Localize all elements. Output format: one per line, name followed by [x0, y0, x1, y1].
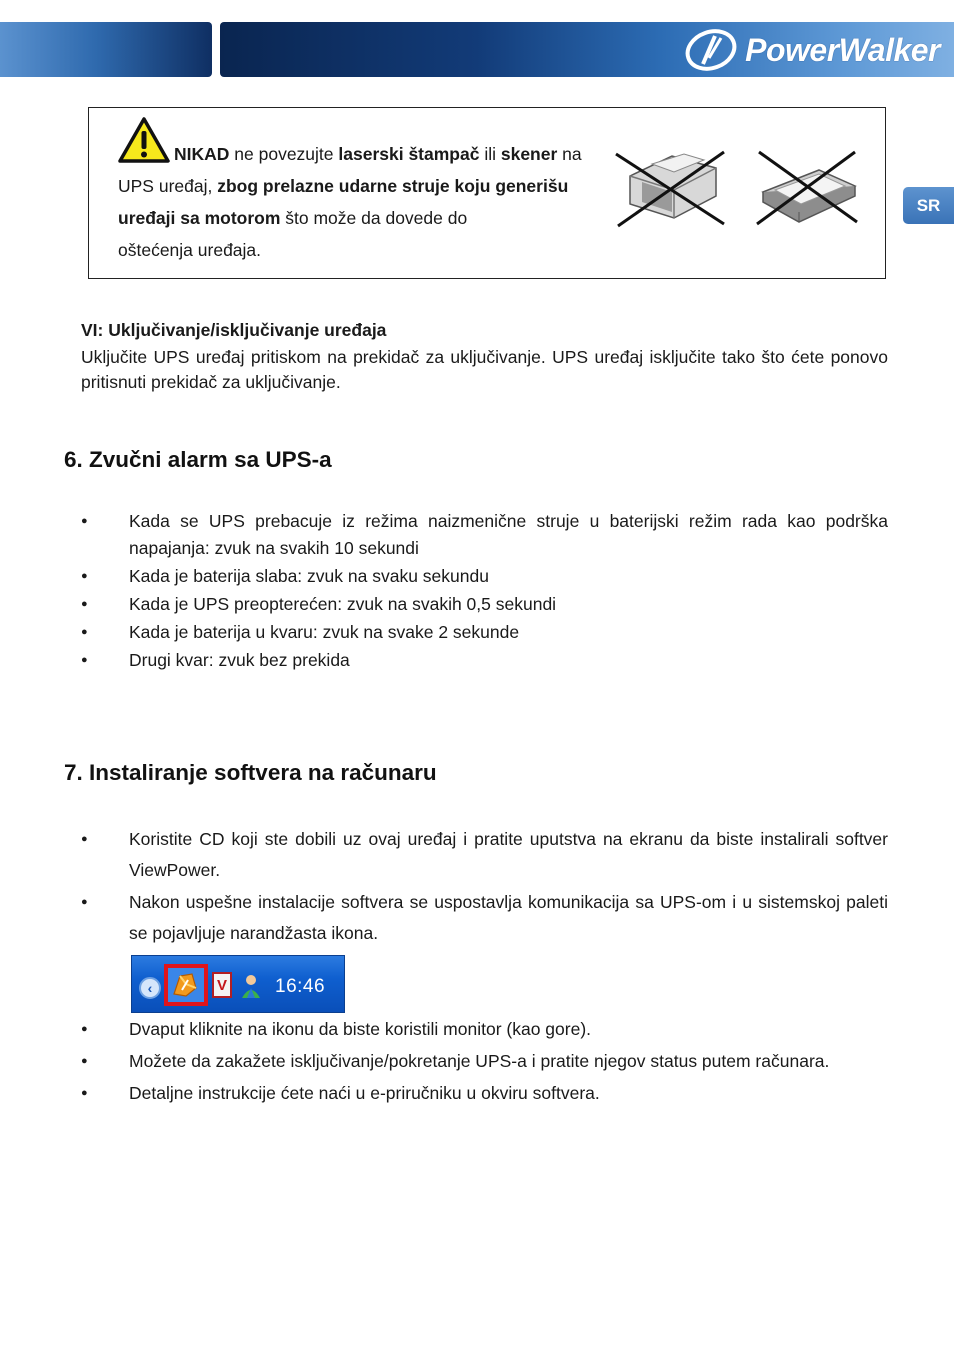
- alarm-list: [80, 508, 888, 675]
- section-vi-title: VI: Uključivanje/isključivanje uređaja: [81, 320, 387, 340]
- powerwalker-logo-icon: [681, 28, 739, 72]
- chevron-left-icon: ‹: [139, 977, 161, 999]
- tray-clock: 16:46: [275, 976, 326, 997]
- list-item: ● Kada je UPS preopterećen: zvuk na svakih 0,5 sekundi: [80, 591, 888, 618]
- section-7-heading: 7. Instaliranje softvera na računaru: [64, 760, 437, 785]
- section-vi-text: Uključite UPS uređaj pritiskom na prekidač za uključivanje. UPS uređaj isključite tako što ćete ponovo pritisnuti prekidač za uključivanje.: [81, 347, 888, 392]
- language-tab[interactable]: SR: [903, 187, 954, 224]
- antivirus-tray-icon[interactable]: V: [212, 972, 232, 998]
- section-6-heading: 6. Zvučni alarm sa UPS-a: [64, 447, 332, 472]
- brand-name: PowerWalker: [745, 31, 940, 68]
- list-item: ● Kada se UPS prebacuje iz režima naizmenične struje u baterijski režim rada kao podrška napajanja: zvuk na svakih 10 sekundi: [80, 508, 888, 562]
- warning-box: [88, 107, 886, 279]
- viewpower-tray-icon[interactable]: [170, 970, 200, 998]
- list-item: ● Koristite CD koji ste dobili uz ovaj uređaj i pratite uputstva na ekranu da biste instalirali softver ViewPower.: [80, 824, 888, 886]
- scanner-crossed-icon: [749, 146, 865, 230]
- header-banner-left: [0, 22, 212, 77]
- system-tray-screenshot: [131, 955, 345, 1013]
- list-item: ● Nakon uspešne instalacije softvera se uspostavlja komunikacija sa UPS-om i u sistemskoj paleti se pojavljuje narandžasta ikona.: [80, 887, 888, 949]
- list-item: ● Kada je baterija slaba: zvuk na svaku sekundu: [80, 563, 888, 590]
- list-item: ● Drugi kvar: zvuk bez prekida: [80, 647, 888, 674]
- list-item: ● Dvaput kliknite na ikonu da biste koristili monitor (kao gore).: [80, 1014, 888, 1045]
- software-list-bottom: [80, 1014, 888, 1110]
- software-list-top: [80, 824, 888, 950]
- network-user-tray-icon[interactable]: [239, 972, 263, 1000]
- laser-printer-crossed-icon: [612, 146, 730, 230]
- warning-text: NIKAD ne povezujte laserski štampač ili skener na UPS uređaj, zbog prelazne udarne struje koju generišu uređaji sa motorom što može da dovede do oštećenja uređaja.: [118, 144, 582, 260]
- list-item: ● Kada je baterija u kvaru: zvuk na svake 2 sekunde: [80, 619, 888, 646]
- list-item: ● Detaljne instrukcije ćete naći u e-priručniku u okviru softvera.: [80, 1078, 888, 1109]
- list-item: ● Možete da zakažete isključivanje/pokretanje UPS-a i pratite njegov status putem računara.: [80, 1046, 888, 1077]
- brand-logo: [681, 28, 940, 72]
